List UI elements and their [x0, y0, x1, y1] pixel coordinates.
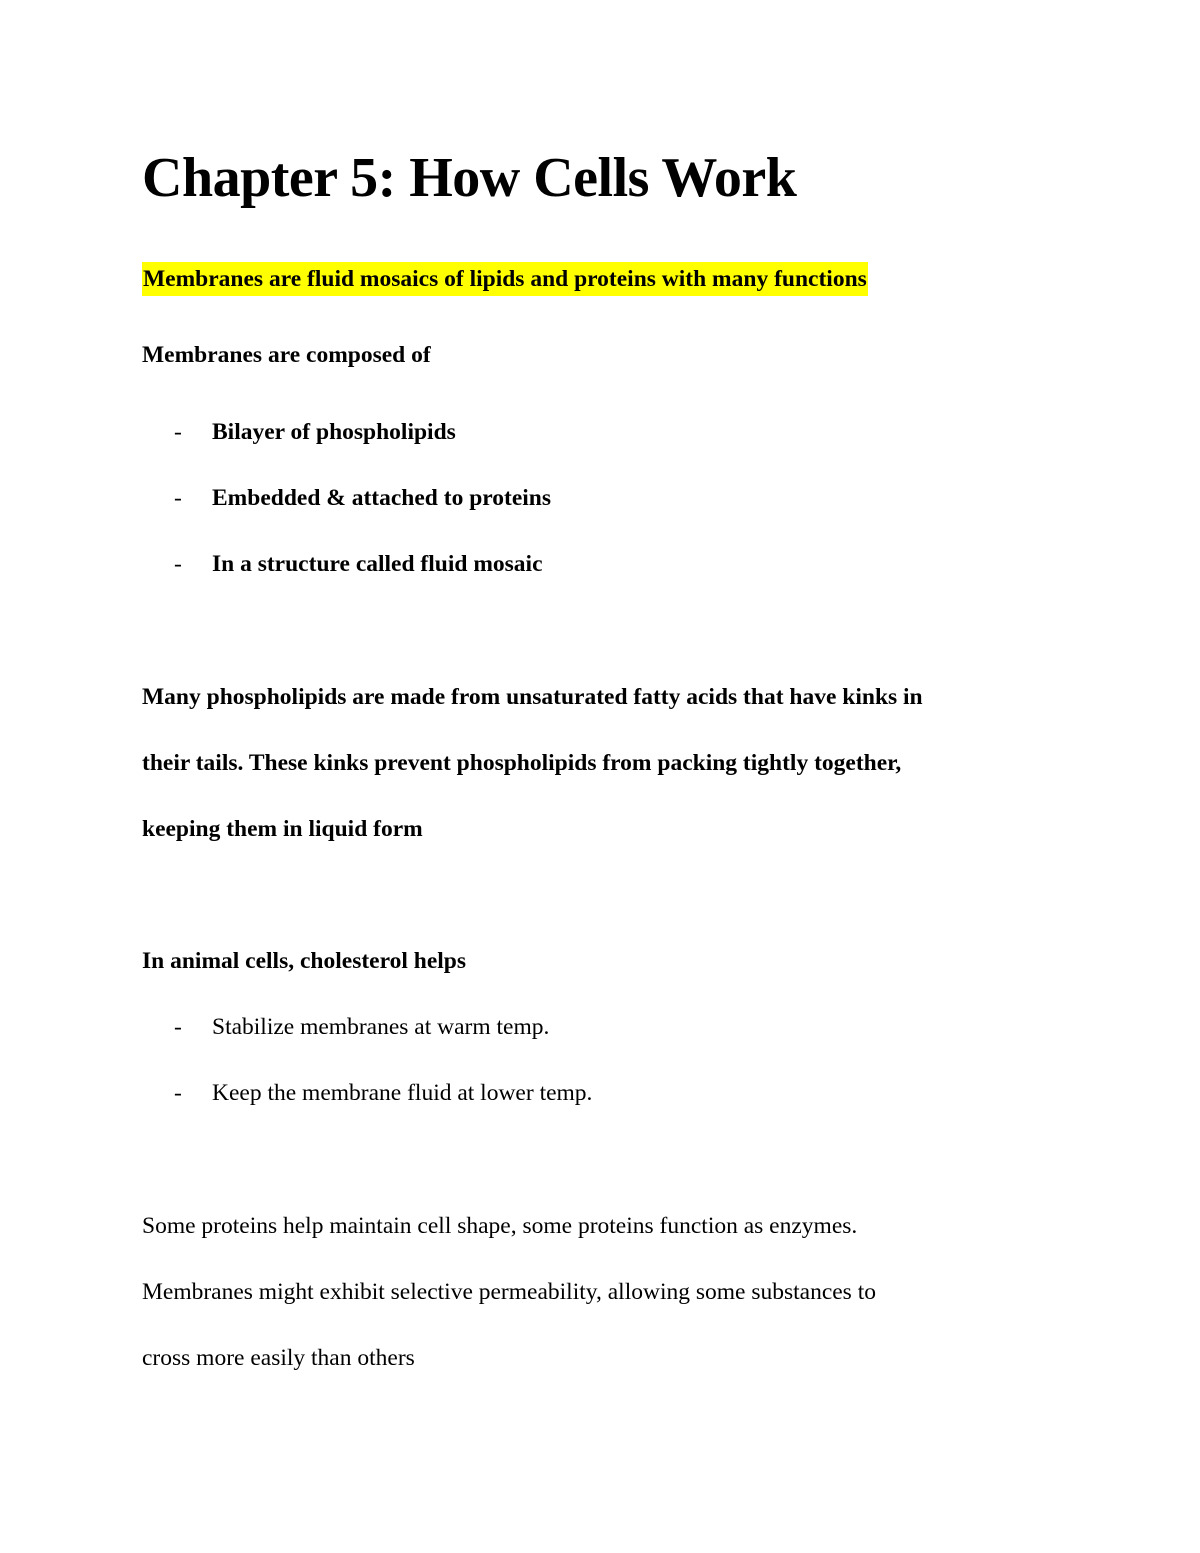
paragraph-line: cross more easily than others — [142, 1345, 415, 1371]
bullet-marker: - — [174, 1014, 182, 1040]
paragraph-line: Membranes might exhibit selective permeability, allowing some substances to — [142, 1279, 876, 1305]
paragraph-line: Some proteins help maintain cell shape, some proteins function as enzymes. — [142, 1213, 858, 1239]
composed-intro: Membranes are composed of — [142, 342, 431, 368]
page-title: Chapter 5: How Cells Work — [142, 147, 797, 209]
list-item: In a structure called fluid mosaic — [212, 551, 543, 577]
paragraph-line: their tails. These kinks prevent phospholipids from packing tightly together, — [142, 750, 902, 776]
bullet-marker: - — [174, 551, 182, 577]
list-item: Stabilize membranes at warm temp. — [212, 1014, 550, 1040]
bullet-marker: - — [174, 419, 182, 445]
section-heading-highlighted: Membranes are fluid mosaics of lipids and proteins with many functions — [142, 262, 868, 296]
list-item: Keep the membrane fluid at lower temp. — [212, 1080, 593, 1106]
bullet-marker: - — [174, 1080, 182, 1106]
list-item: Bilayer of phospholipids — [212, 419, 456, 445]
paragraph-line: keeping them in liquid form — [142, 816, 423, 842]
bullet-marker: - — [174, 485, 182, 511]
cholesterol-intro: In animal cells, cholesterol helps — [142, 948, 466, 974]
paragraph-line: Many phospholipids are made from unsaturated fatty acids that have kinks in — [142, 684, 923, 710]
list-item: Embedded & attached to proteins — [212, 485, 552, 511]
